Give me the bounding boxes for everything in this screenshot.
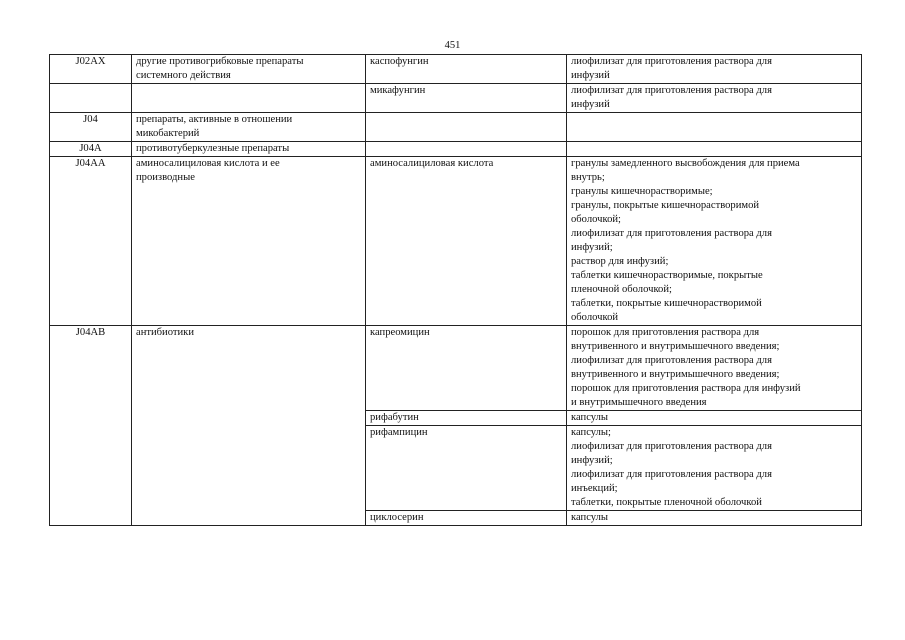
table-row [50, 142, 862, 157]
drug-name [366, 142, 567, 157]
group-name: другие противогрибковые препараты системного действия [132, 55, 366, 84]
drug-name: аминосалициловая кислота [366, 157, 567, 326]
page-number: 451 [444, 40, 461, 51]
dosage-forms: капсулы; лиофилизат для приготовления раствора для инфузий; лиофилизат для приготовления раствора для инъекций; таблетки, покрытые пленочной оболочкой [567, 426, 862, 511]
group-name: антибиотики [132, 326, 366, 526]
dosage-forms [567, 142, 862, 157]
drug-name [366, 113, 567, 142]
dosage-forms [567, 113, 862, 142]
drug-name: каспофунгин [366, 55, 567, 84]
table-row [50, 157, 862, 326]
table-row [50, 326, 862, 411]
dosage-forms: лиофилизат для приготовления раствора для инфузий [567, 55, 862, 84]
group-name: препараты, активные в отношении микобактерий [132, 113, 366, 142]
group-name [132, 84, 366, 113]
atc-code: J04A [50, 142, 132, 157]
dosage-forms: лиофилизат для приготовления раствора для инфузий [567, 84, 862, 113]
table-row [50, 55, 862, 84]
atc-code: J02AX [50, 55, 132, 84]
drug-name: микафунгин [366, 84, 567, 113]
atc-code [50, 84, 132, 113]
drug-name: капреомицин [366, 326, 567, 411]
drug-name: рифабутин [366, 411, 567, 426]
atc-code: J04AB [50, 326, 132, 526]
drug-name: циклосерин [366, 511, 567, 526]
group-name: аминосалициловая кислота и ее производные [132, 157, 366, 326]
atc-code: J04 [50, 113, 132, 142]
dosage-forms: капсулы [567, 411, 862, 426]
dosage-forms: порошок для приготовления раствора для внутривенного и внутримышечного введения; лиофилизат для приготовления раствора для внутривенного и внутримышечного введения; порошок для приготовления раствора для инфузий и внутримышечного введения [567, 326, 862, 411]
dosage-forms: капсулы [567, 511, 862, 526]
table-row [50, 113, 862, 142]
drug-name: рифампицин [366, 426, 567, 511]
table-row [50, 84, 862, 113]
dosage-forms: гранулы замедленного высвобождения для приема внутрь; гранулы кишечнорастворимые; гранулы, покрытые кишечнорастворимой оболочкой; лиофилизат для приготовления раствора для инфузий; раствор для инфузий; таблетки кишечнорастворимые, покрытые пленочной оболочкой; таблетки, покрытые кишечнорастворимой оболочкой [567, 157, 862, 326]
medication-table [49, 54, 862, 526]
group-name: противотуберкулезные препараты [132, 142, 366, 157]
atc-code: J04AA [50, 157, 132, 326]
